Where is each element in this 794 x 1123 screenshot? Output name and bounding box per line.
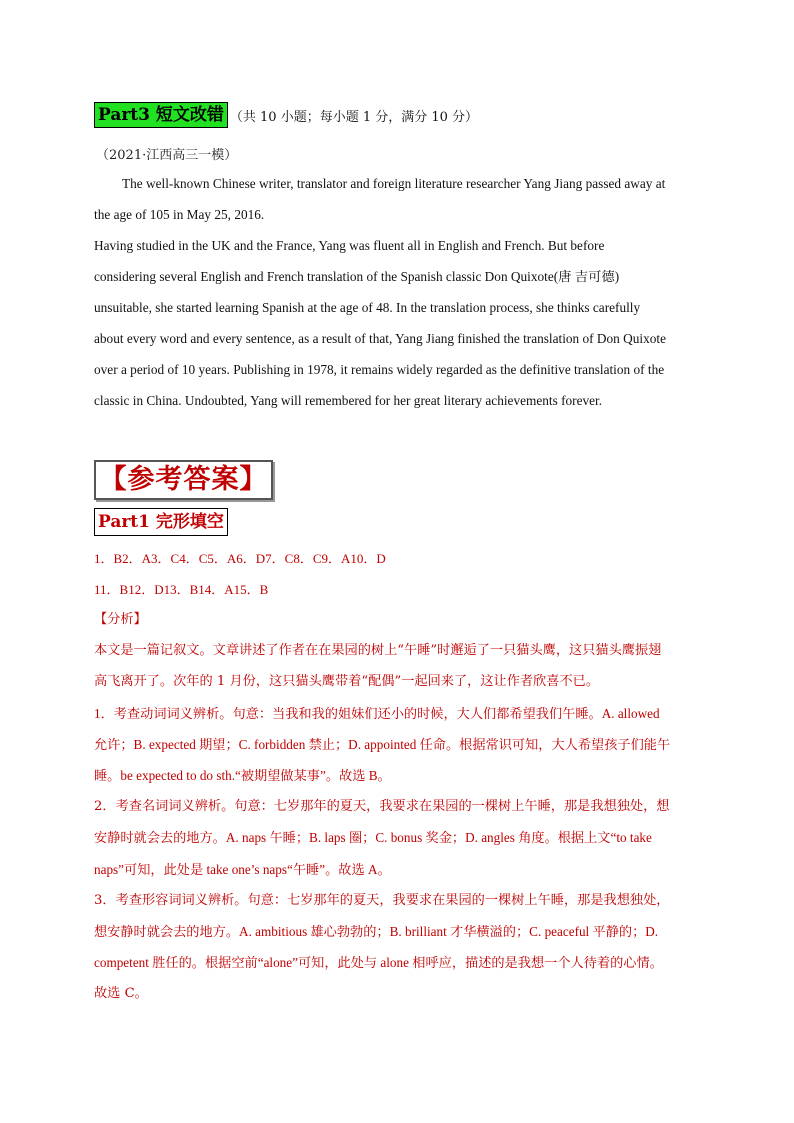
passage-line: Having studied in the UK and the France, Yang was fluent all in English and French. But before <box>94 238 605 253</box>
part3-label: Part3 短文改错 <box>94 102 228 128</box>
analysis-line: 本文是一篇记叙文。文章讲述了作者在在果园的树上“午睡”时邂逅了一只猫头鹰，这只猫头鹰振翅 <box>94 643 662 659</box>
analysis-line: 2．考查名词词义辨析。句意：七岁那年的夏天，我要求在果园的一棵树上午睡，那是我想独处，想 <box>94 799 670 815</box>
analysis-section <box>94 604 702 1010</box>
passage-line: over a period of 10 years. Publishing in 1978, it remains widely regarded as the definitive translation of the <box>94 362 665 377</box>
analysis-heading: 【分析】 <box>94 612 147 627</box>
part1-label: Part1 完形填空 <box>94 508 228 536</box>
analysis-line: 安静时就会去的地方。A. naps 午睡；B. laps 圈；C. bonus 奖金；D. angles 角度。根据上文“to take <box>94 830 652 846</box>
analysis-line: 想安静时就会去的地方。A. ambitious 雄心勃勃的；B. brilliant 才华横溢的；C. peaceful 平静的；D. <box>94 924 659 940</box>
passage-line: the age of 105 in May 25, 2016. <box>94 207 265 222</box>
answers-line-2: 11．B12．D13．B14．A15．B <box>94 582 269 597</box>
passage-line: unsuitable, she started learning Spanish at the age of 48. In the translation process, she thinks carefully <box>94 300 641 315</box>
analysis-line: 故选 C。 <box>94 986 148 1002</box>
analysis-line: 1．考查动词词义辨析。句意：当我和我的姐妹们还小的时候，大人们都希望我们午睡。A. allowed <box>94 705 660 721</box>
analysis-line: 允许；B. expected 期望；C. forbidden 禁止；D. appointed 任命。根据常识可知，大人希望孩子们能午 <box>94 736 671 752</box>
analysis-line: 高飞离开了。次年的 1 月份，这只猫头鹰带着“配偶”一起回来了，这让作者欣喜不已。 <box>94 674 600 690</box>
passage-line: about every word and every sentence, as a result of that, Yang Jiang finished the translation of Don Quixote <box>94 331 666 346</box>
part3-score-note: （共 10 小题；每小题 1 分，满分 10 分） <box>229 109 479 125</box>
answer-key-title: 【参考答案】 <box>94 460 273 500</box>
analysis-line: 睡。be expected to do sth.“被期望做某事”。故选 B。 <box>94 768 391 784</box>
answers-line-1: 1．B2．A3．C4．C5．A6．D7．C8．C9．A10．D <box>94 551 386 566</box>
part3-header <box>94 102 478 128</box>
passage <box>94 168 700 416</box>
question-source: （2021·江西高三一模） <box>96 148 238 163</box>
passage-line: considering several English and French translation of the Spanish classic Don Quixote(唐 吉可德) <box>94 269 620 284</box>
analysis-line: 3．考查形容词词义辨析。句意：七岁那年的夏天，我要求在果园的一棵树上午睡，那是我想独处， <box>94 892 670 908</box>
passage-line: The well-known Chinese writer, translator and foreign literature researcher Yang Jiang passed away at <box>122 176 666 191</box>
analysis-line: competent 胜任的。根据空前“alone”可知，此处与 alone 相呼应，描述的是我想一个人待着的心情。 <box>94 955 663 971</box>
analysis-line: naps”可知，此处是 take one’s naps“午睡”。故选 A。 <box>94 861 391 877</box>
passage-line: classic in China. Undoubted, Yang will remembered for her great literary achievements forever. <box>94 393 603 408</box>
